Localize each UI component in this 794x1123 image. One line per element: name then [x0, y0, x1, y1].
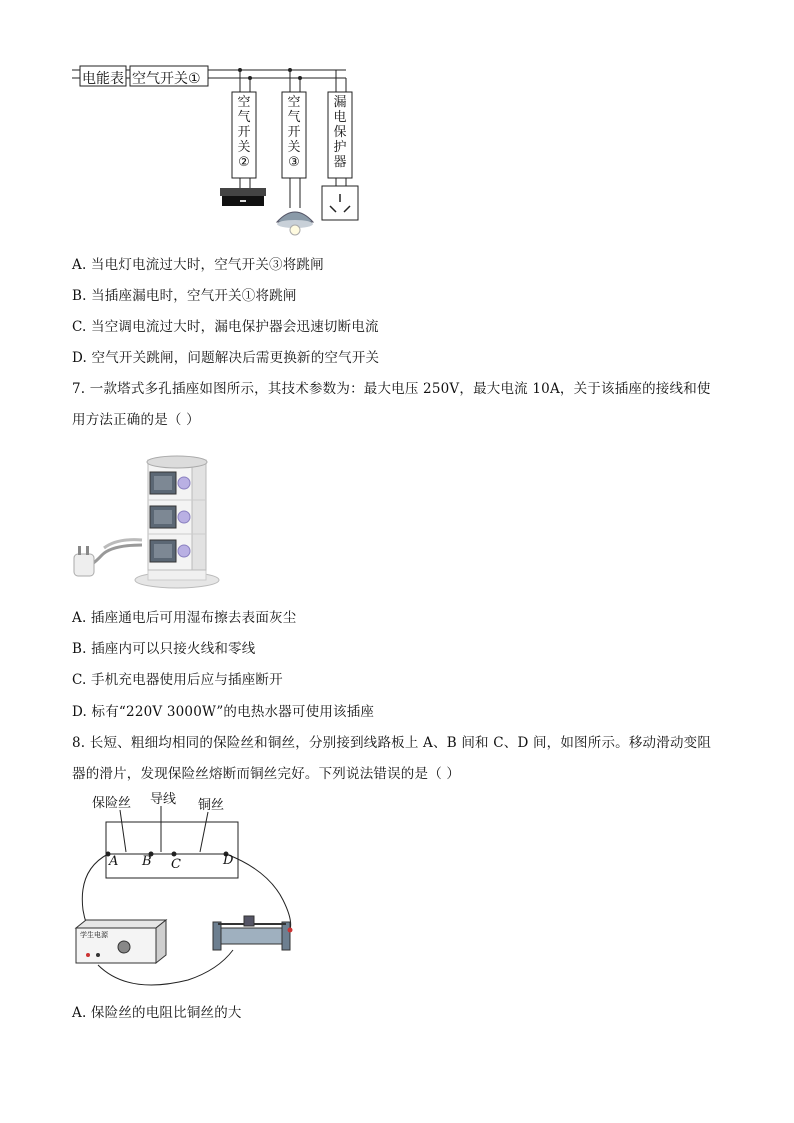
meter-label: 电能表 [82, 71, 124, 87]
air-conditioner-icon [220, 188, 266, 206]
q7-option-c: C. 手机充电器使用后应与插座断开 [72, 672, 283, 688]
q6-option-b: B. 当插座漏电时，空气开关①将跳闸 [72, 288, 297, 304]
rheostat-icon [213, 916, 293, 950]
circuit-diagram-figure [72, 62, 372, 242]
q7-option-b: B. 插座内可以只接火线和零线 [72, 641, 256, 657]
q7-stem-line2: 用方法正确的是（ ） [72, 412, 200, 428]
q6-option-c: C. 当空调电流过大时，漏电保护器会迅速切断电流 [72, 319, 379, 335]
lamp-icon [277, 212, 313, 235]
tower-socket-image [72, 450, 232, 590]
protector-label: 漏 电 保 护 器 [333, 95, 347, 170]
plug-icon [74, 546, 94, 576]
q7-option-a: A. 插座通电后可用湿布擦去表面灰尘 [72, 610, 297, 626]
switch2-label: 空 气 开 关 ② [237, 95, 251, 170]
q7-option-d: D. 标有“220V 3000W”的电热水器可使用该插座 [72, 704, 375, 720]
q6-option-d: D. 空气开关跳闸，问题解决后需更换新的空气开关 [72, 350, 380, 366]
label-b: B [142, 854, 152, 869]
switch1-label: 空气开关① [132, 71, 201, 87]
switch3-label: 空 气 开 关 ③ [287, 95, 301, 170]
label-c: C [171, 857, 181, 872]
label-wire: 导线 [150, 792, 177, 807]
q7-stem-line1: 7. 一款塔式多孔插座如图所示，其技术参数为：最大电压 250V，最大电流 10A，关于该插座的接线和使 [72, 381, 711, 397]
q8-stem-line1: 8. 长短、粗细均相同的保险丝和铜丝，分别接到线路板上 A、B 间和 C、D 间，如图所示。移动滑动变阻 [72, 735, 712, 751]
q6-option-a: A. 当电灯电流过大时，空气开关③将跳闸 [72, 257, 324, 273]
circuit-diagram-svg [72, 62, 372, 242]
label-copper: 铜丝 [198, 798, 225, 813]
q8-option-a: A. 保险丝的电阻比铜丝的大 [72, 1005, 242, 1021]
q8-stem-line2: 器的滑片，发现保险丝熔断而铜丝完好。下列说法错误的是（ ） [72, 766, 461, 782]
label-power-supply: 学生电源 [80, 931, 108, 939]
fuse-circuit-figure [68, 790, 308, 990]
label-a: A [109, 854, 119, 869]
label-d: D [223, 853, 234, 868]
label-fuse: 保险丝 [92, 796, 132, 811]
socket-icon [322, 186, 358, 220]
power-supply-icon [76, 920, 166, 963]
